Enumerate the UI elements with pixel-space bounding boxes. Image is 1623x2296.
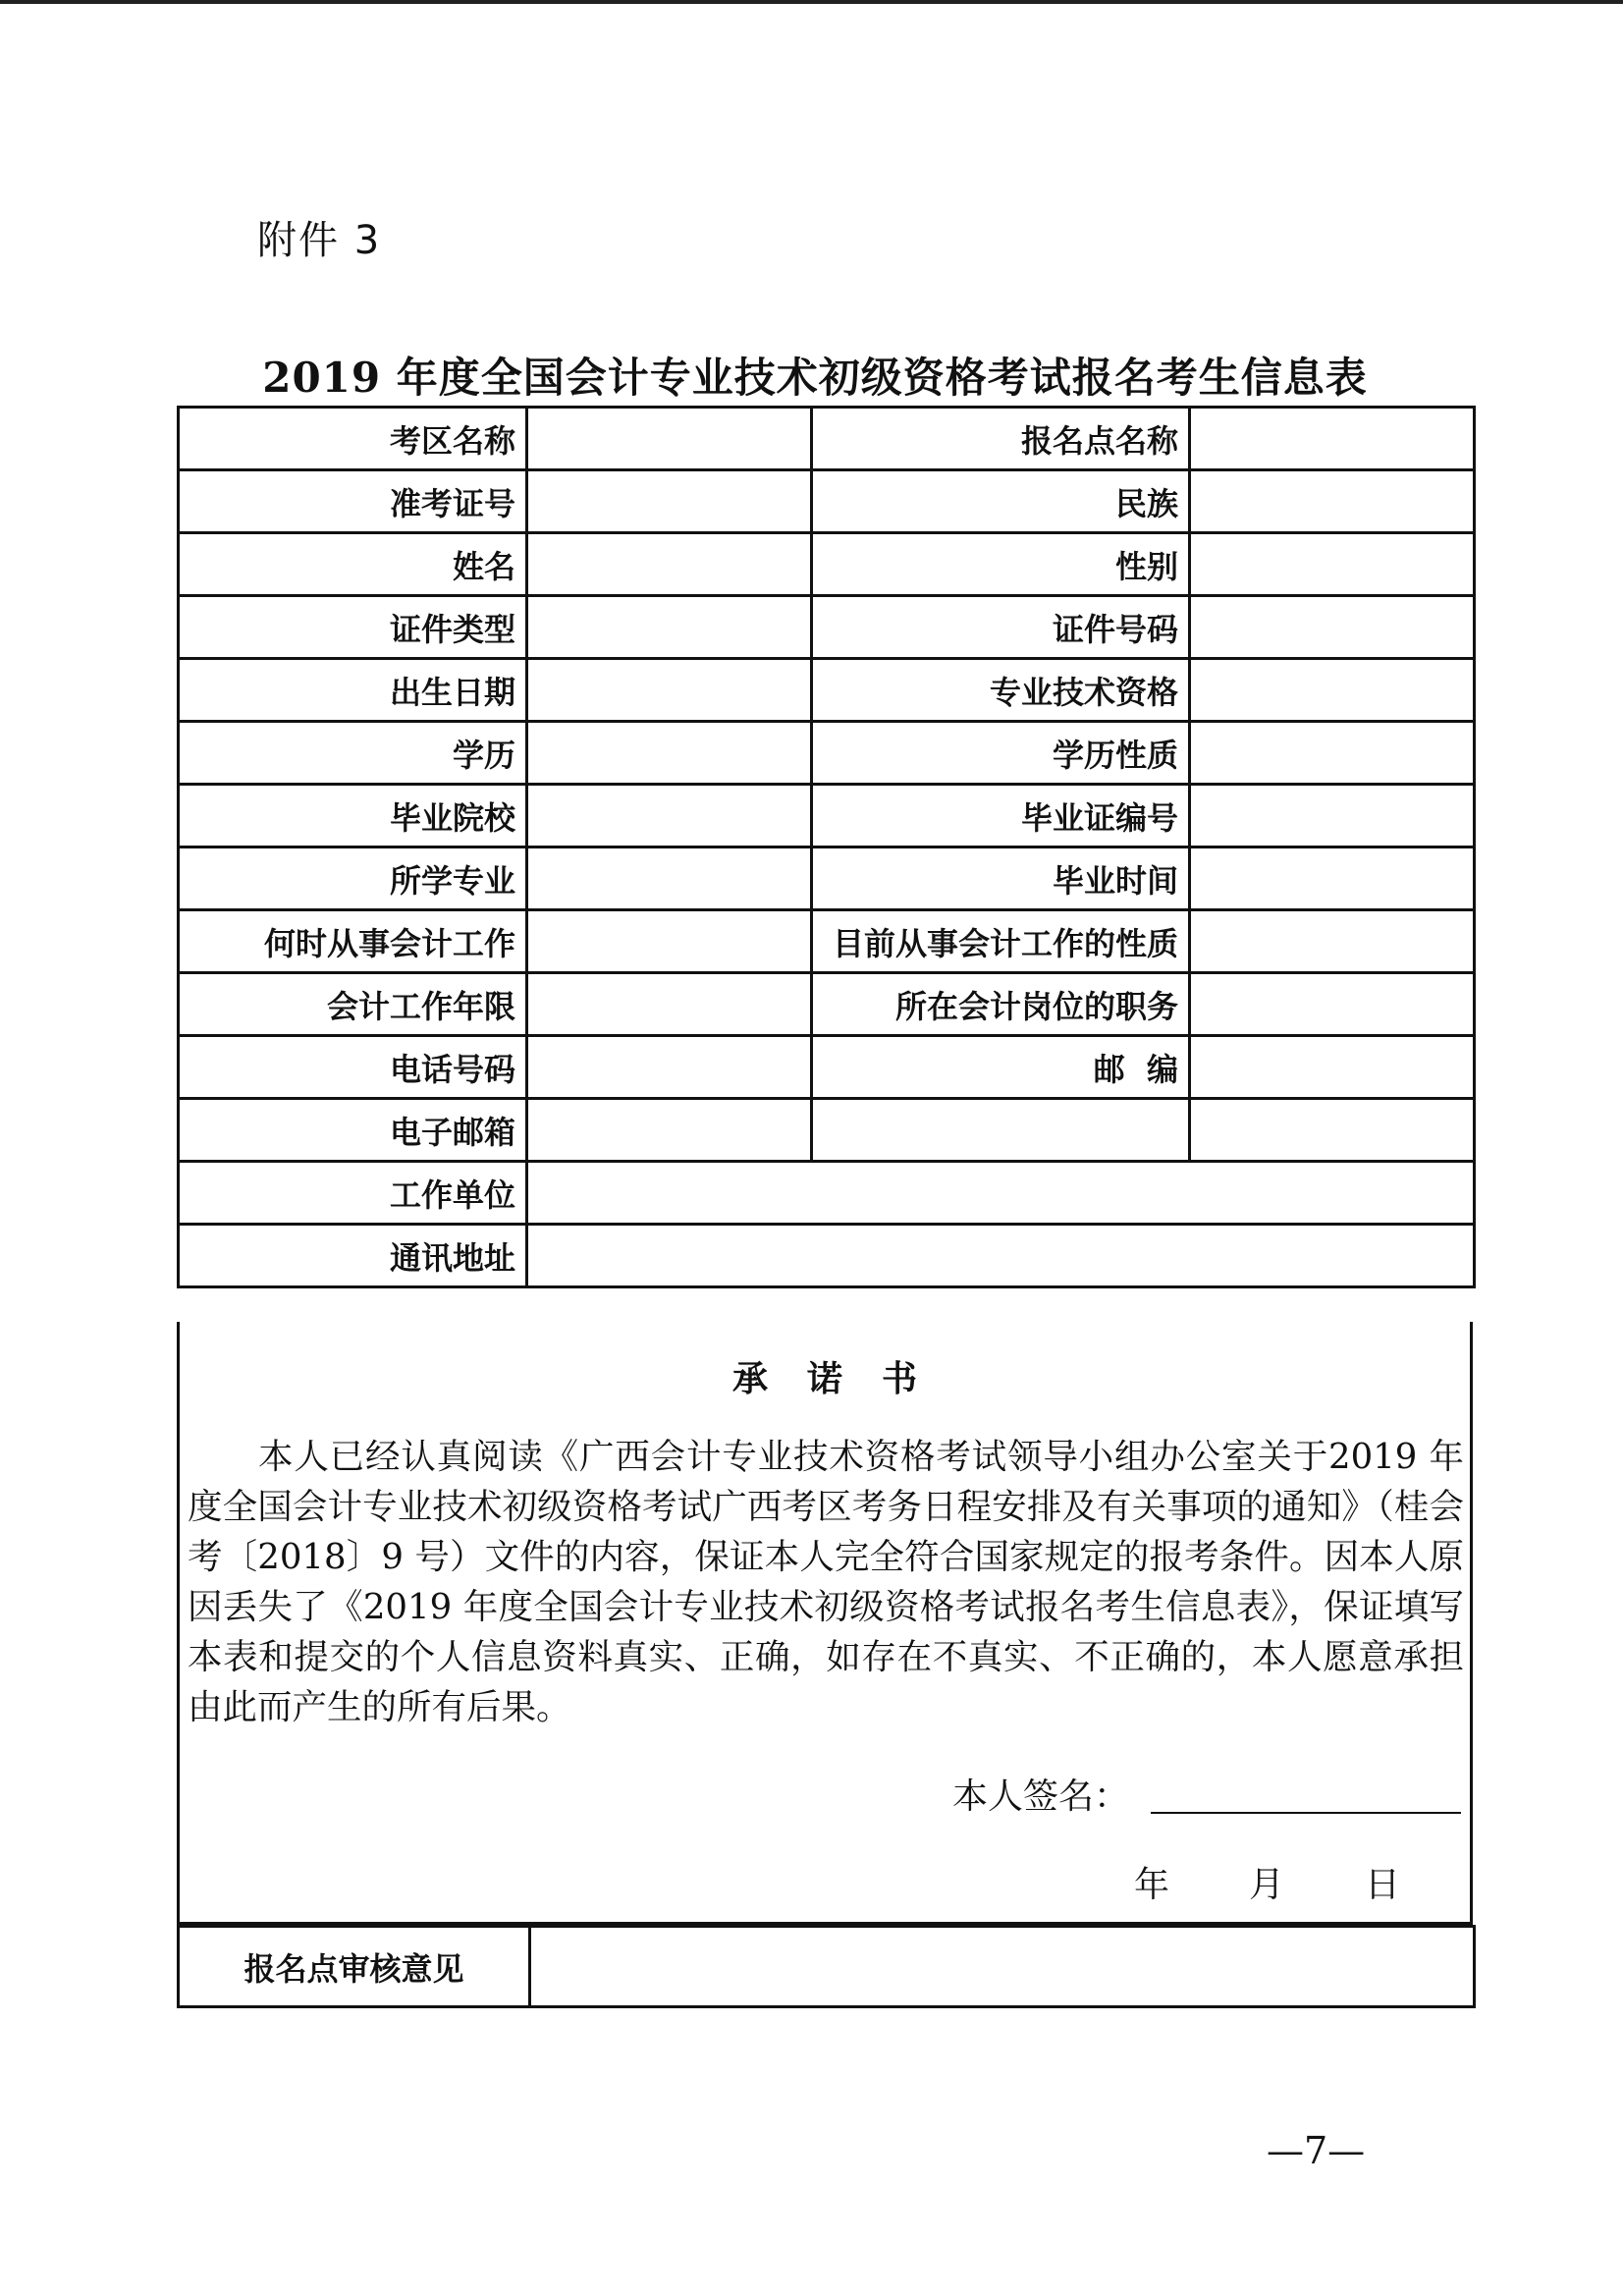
table-row [179, 1036, 1475, 1099]
graduate-school-field[interactable] [527, 785, 812, 847]
professional-qualification-label: 专业技术资格 [812, 659, 1190, 722]
accounting-start-label: 何时从事会计工作 [179, 910, 527, 973]
table-row [179, 722, 1475, 785]
table-row [179, 910, 1475, 973]
table-row [179, 785, 1475, 847]
table-row [179, 847, 1475, 910]
accounting-position-label: 所在会计岗位的职务 [812, 973, 1190, 1036]
page-number: —7— [1267, 2129, 1366, 2172]
registration-site-label: 报名点名称 [812, 408, 1190, 470]
graduation-time-label: 毕业时间 [812, 847, 1190, 910]
table-row [179, 973, 1475, 1036]
blank-label-cell [812, 1099, 1190, 1162]
ethnicity-field[interactable] [1190, 470, 1475, 533]
accounting-work-nature-label: 目前从事会计工作的性质 [812, 910, 1190, 973]
graduate-school-label: 毕业院校 [179, 785, 527, 847]
page-top-edge [0, 0, 1623, 4]
email-label: 电子邮箱 [179, 1099, 527, 1162]
accounting-start-field[interactable] [527, 910, 812, 973]
id-type-label: 证件类型 [179, 596, 527, 659]
graduation-time-field[interactable] [1190, 847, 1475, 910]
date-day-label: 日 [1365, 1865, 1401, 1905]
name-label: 姓名 [179, 533, 527, 596]
review-table [177, 1925, 1476, 2008]
name-field[interactable] [527, 533, 812, 596]
phone-label: 电话号码 [179, 1036, 527, 1099]
phone-field[interactable] [527, 1036, 812, 1099]
table-row [179, 470, 1475, 533]
birth-date-field[interactable] [527, 659, 812, 722]
accounting-work-nature-field[interactable] [1190, 910, 1475, 973]
id-number-field[interactable] [1190, 596, 1475, 659]
gender-field[interactable] [1190, 533, 1475, 596]
education-type-label: 学历性质 [812, 722, 1190, 785]
form-title: 2019 年度全国会计专业技术初级资格考试报名考生信息表 [262, 354, 1368, 402]
signature-label: 本人签名： [952, 1777, 1130, 1817]
address-label: 通讯地址 [179, 1225, 527, 1287]
exam-area-label: 考区名称 [179, 408, 527, 470]
gender-label: 性别 [812, 533, 1190, 596]
address-field[interactable] [527, 1225, 1475, 1287]
education-label: 学历 [179, 722, 527, 785]
admission-ticket-label: 准考证号 [179, 470, 527, 533]
table-row [179, 408, 1475, 470]
review-opinion-field[interactable] [530, 1927, 1475, 2007]
date-year-label: 年 [1134, 1865, 1170, 1905]
postcode-label: 邮 编 [812, 1036, 1190, 1099]
table-row [179, 1099, 1475, 1162]
review-opinion-label: 报名点审核意见 [179, 1927, 530, 2007]
table-row [179, 596, 1475, 659]
promise-title: 承诺书 [731, 1359, 956, 1399]
date-month-label: 月 [1249, 1865, 1285, 1905]
promise-body: 本人已经认真阅读《广西会计专业技术资格考试领导小组办公室关于2019 年度全国会计专业技术初级资格考试广西考区考务日程安排及有关事项的通知》（桂会考〔2018〕9 号）文件的内容，保证本人完全符合国家规定的报考条件。因本人原因丢失了《2019 年度全国会计专业技术初级资格考试报名考生信息表》，保证填写本表和提交的个人信息资料真实、正确，如存在不真实、不正确的，本人愿意承担由此而产生的所有后果。 [188, 1437, 1464, 1727]
promise-section [177, 1322, 1473, 1925]
accounting-position-field[interactable] [1190, 973, 1475, 1036]
id-type-field[interactable] [527, 596, 812, 659]
birth-date-label: 出生日期 [179, 659, 527, 722]
employer-field[interactable] [527, 1162, 1475, 1225]
exam-area-field[interactable] [527, 408, 812, 470]
accounting-years-label: 会计工作年限 [179, 973, 527, 1036]
professional-qualification-field[interactable] [1190, 659, 1475, 722]
diploma-number-field[interactable] [1190, 785, 1475, 847]
table-row [179, 1225, 1475, 1287]
registration-site-field[interactable] [1190, 408, 1475, 470]
postcode-field[interactable] [1190, 1036, 1475, 1099]
ethnicity-label: 民族 [812, 470, 1190, 533]
id-number-label: 证件号码 [812, 596, 1190, 659]
education-field[interactable] [527, 722, 812, 785]
table-row [179, 533, 1475, 596]
table-row [179, 659, 1475, 722]
attachment-label: 附件 3 [257, 218, 382, 263]
employer-label: 工作单位 [179, 1162, 527, 1225]
education-type-field[interactable] [1190, 722, 1475, 785]
table-row [179, 1162, 1475, 1225]
major-field[interactable] [527, 847, 812, 910]
major-label: 所学专业 [179, 847, 527, 910]
admission-ticket-field[interactable] [527, 470, 812, 533]
email-field[interactable] [527, 1099, 812, 1162]
signature-line[interactable] [1151, 1812, 1461, 1814]
blank-value-cell[interactable] [1190, 1099, 1475, 1162]
accounting-years-field[interactable] [527, 973, 812, 1036]
diploma-number-label: 毕业证编号 [812, 785, 1190, 847]
table-row [179, 1927, 1475, 2007]
info-table [177, 406, 1476, 1288]
